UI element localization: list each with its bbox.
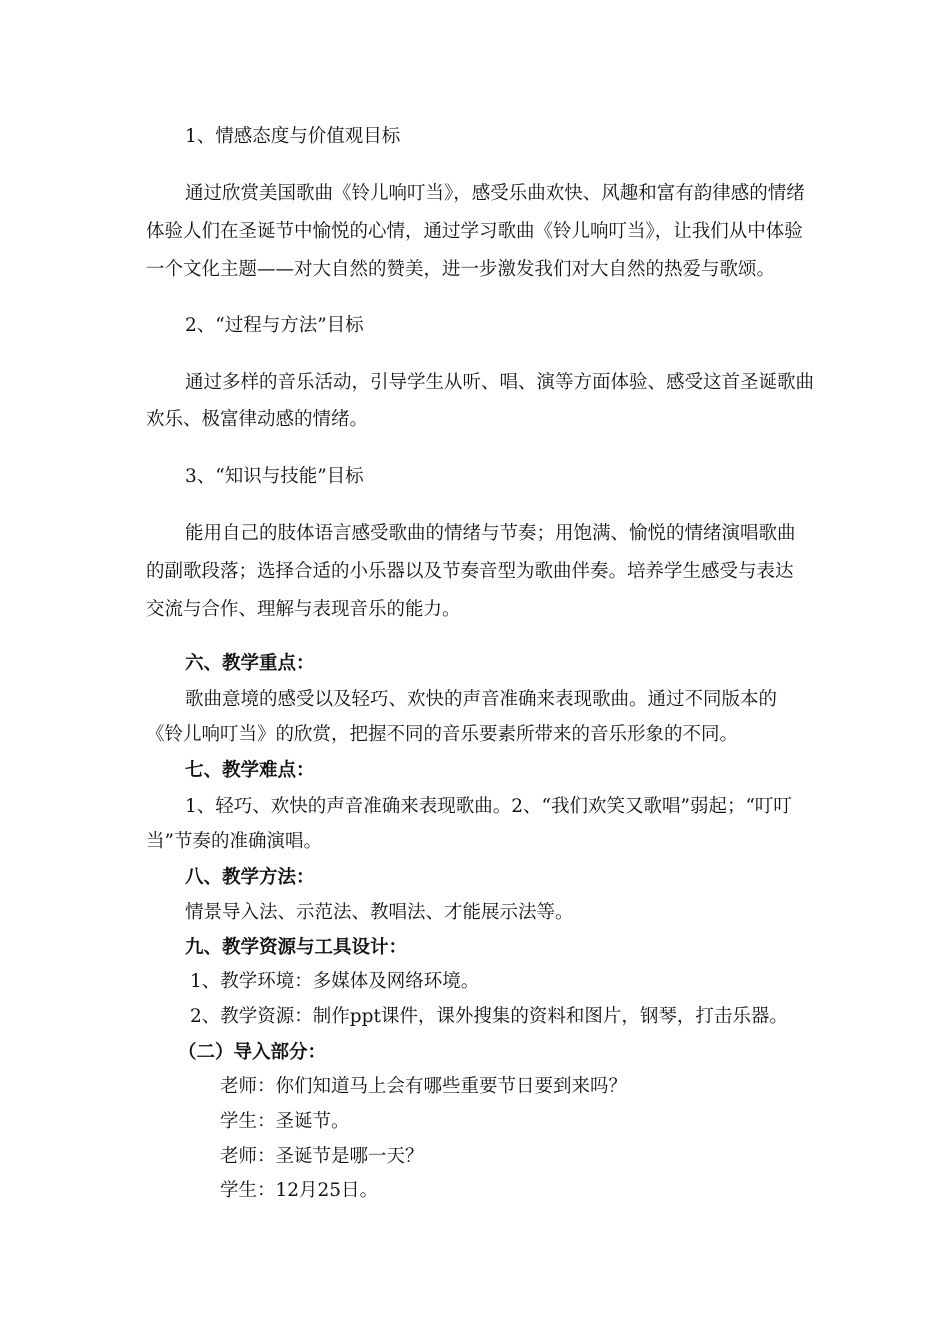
section6-line-1: 歌曲意境的感受以及轻巧、欢快的声音准确来表现歌曲。通过不同版本的 <box>185 689 778 710</box>
section8-line-1: 情景导入法、示范法、教唱法、才能展示法等。 <box>185 902 574 923</box>
goal3-heading: 3、“知识与技能”目标 <box>185 466 364 487</box>
section9-line-2: 2、教学资源：制作ppt课件，课外搜集的资料和图片，钢琴，打击乐器。 <box>190 1006 788 1027</box>
section9-heading: 九、教学资源与工具设计： <box>185 937 408 958</box>
section6-heading: 六、教学重点： <box>185 653 315 674</box>
goal2-line-1: 通过多样的音乐活动，引导学生从听、唱、演等方面体验、感受这首圣诞歌曲 <box>185 372 815 393</box>
section6-line-2: 《铃儿响叮当》的欣赏，把握不同的音乐要素所带来的音乐形象的不同。 <box>146 724 739 745</box>
goal1-heading: 1、情感态度与价值观目标 <box>185 126 401 147</box>
intro-heading: （二）导入部分： <box>178 1042 327 1063</box>
intro-dialogue-2: 学生：圣诞节。 <box>220 1111 350 1132</box>
intro-dialogue-3: 老师：圣诞节是哪一天？ <box>220 1146 424 1167</box>
section7-line-1: 1、轻巧、欢快的声音准确来表现歌曲。2、“我们欢笑又歌唱”弱起；“叮叮 <box>185 796 792 817</box>
goal2-heading: 2、“过程与方法”目标 <box>185 315 364 336</box>
goal1-line-1: 通过欣赏美国歌曲《铃儿响叮当》，感受乐曲欢快、风趣和富有韵律感的情绪 <box>185 183 805 204</box>
section7-heading: 七、教学难点： <box>185 760 315 781</box>
section8-heading: 八、教学方法： <box>185 867 315 888</box>
intro-dialogue-1: 老师：你们知道马上会有哪些重要节日要到来吗？ <box>220 1076 628 1097</box>
goal1-line-3: 一个文化主题——对大自然的赞美，进一步激发我们对大自然的热爱与歌颂。 <box>146 259 776 280</box>
goal1-line-2: 体验人们在圣诞节中愉悦的心情，通过学习歌曲《铃儿响叮当》，让我们从中体验 <box>146 221 803 242</box>
section7-line-2: 当”节奏的准确演唱。 <box>146 831 322 852</box>
intro-dialogue-4: 学生：12月25日。 <box>220 1180 379 1201</box>
goal3-line-3: 交流与合作、理解与表现音乐的能力。 <box>146 599 461 620</box>
goal2-line-2: 欢乐、极富律动感的情绪。 <box>146 409 369 430</box>
section9-line-1: 1、教学环境：多媒体及网络环境。 <box>190 971 480 992</box>
goal3-line-1: 能用自己的肢体语言感受歌曲的情绪与节奏；用饱满、愉悦的情绪演唱歌曲 <box>185 523 796 544</box>
goal3-line-2: 的副歌段落；选择合适的小乐器以及节奏音型为歌曲伴奏。培养学生感受与表达 <box>146 561 794 582</box>
